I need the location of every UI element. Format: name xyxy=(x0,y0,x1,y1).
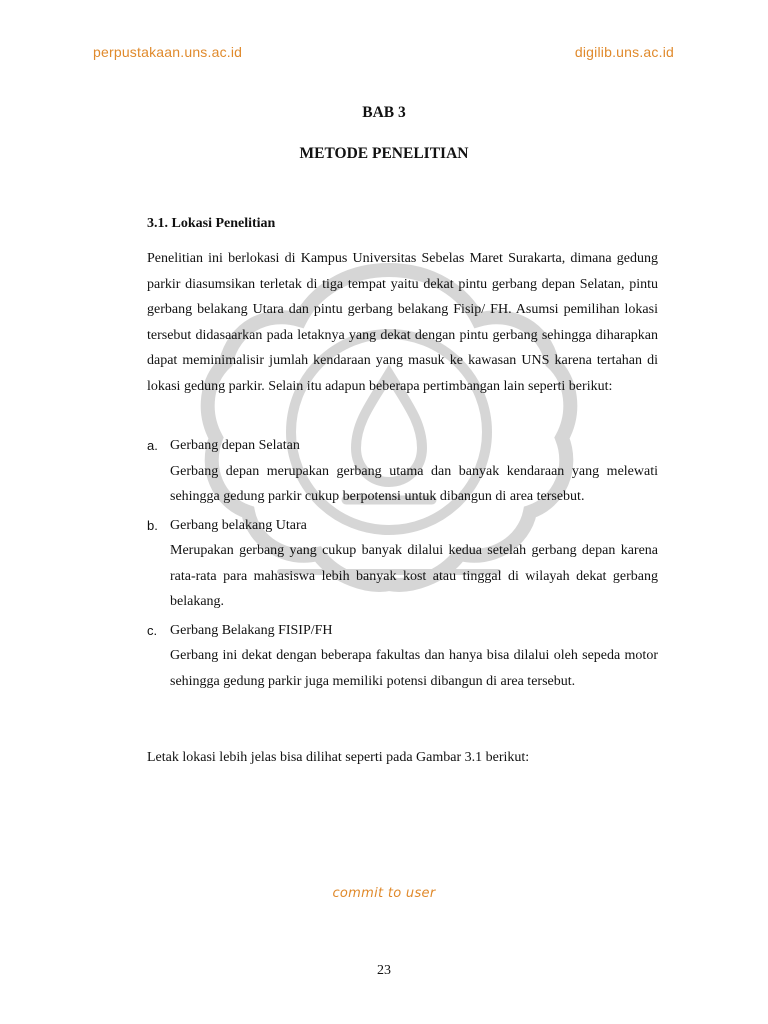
list-marker: c. xyxy=(147,622,158,638)
list-item xyxy=(147,513,658,615)
list-item-title: Gerbang belakang Utara xyxy=(170,517,307,533)
list-item xyxy=(147,618,658,695)
criteria-list xyxy=(147,433,658,697)
chapter-title: METODE PENELITIAN xyxy=(299,145,469,162)
list-item-description: Gerbang depan merupakan gerbang utama dan banyak kendaraan yang melewati sehingga gedung parkir cukup berpotensi untuk dibangun di area tersebut. xyxy=(170,463,658,504)
list-item-title: Gerbang depan Selatan xyxy=(170,438,300,453)
footer-commit-text: commit to user xyxy=(332,886,436,901)
intro-paragraph: Penelitian ini berlokasi di Kampus Universitas Sebelas Maret Surakarta, dimana gedung parkir diasumsikan terletak di tiga tempat yaitu dekat pintu gerbang depan Selatan, pintu gerbang belakang Utara dan pintu gerbang belakang Fisip/ FH. Asumsi pemilihan lokasi tersebut didasaarkan pada letaknya yang dekat dengan pintu gerbang sehingga diharapkan dapat meminimalisir jumlah kendaraan yang masuk ke kawasan UNS karena tertahan di lokasi gedung parkir. Selain itu adapun beberapa pertimbangan lain seperti berikut: xyxy=(147,251,658,394)
list-item-title: Gerbang Belakang FISIP/FH xyxy=(170,622,333,638)
section-heading: 3.1. Lokasi Penelitian xyxy=(147,216,276,231)
page-number: 23 xyxy=(377,963,391,978)
closing-paragraph: Letak lokasi lebih jelas bisa dilihat seperti pada Gambar 3.1 berikut: xyxy=(147,750,530,765)
header-right-site: digilib.uns.ac.id xyxy=(574,44,674,60)
list-item xyxy=(147,433,658,510)
header-left-site: perpustakaan.uns.ac.id xyxy=(93,44,243,60)
list-marker: a. xyxy=(147,438,158,453)
list-marker: b. xyxy=(147,517,158,533)
list-item-description: Merupakan gerbang yang cukup banyak dilalui kedua setelah gerbang depan karena rata-rata para mahasiswa lebih banyak kost atau tinggal di wilayah dekat gerbang belakang. xyxy=(170,543,658,609)
chapter-number: BAB 3 xyxy=(362,104,406,121)
list-item-description: Gerbang ini dekat dengan beberapa fakultas dan hanya bisa dilalui oleh sepeda motor sehingga gedung parkir juga memiliki potensi dibangun di area tersebut. xyxy=(170,648,658,689)
